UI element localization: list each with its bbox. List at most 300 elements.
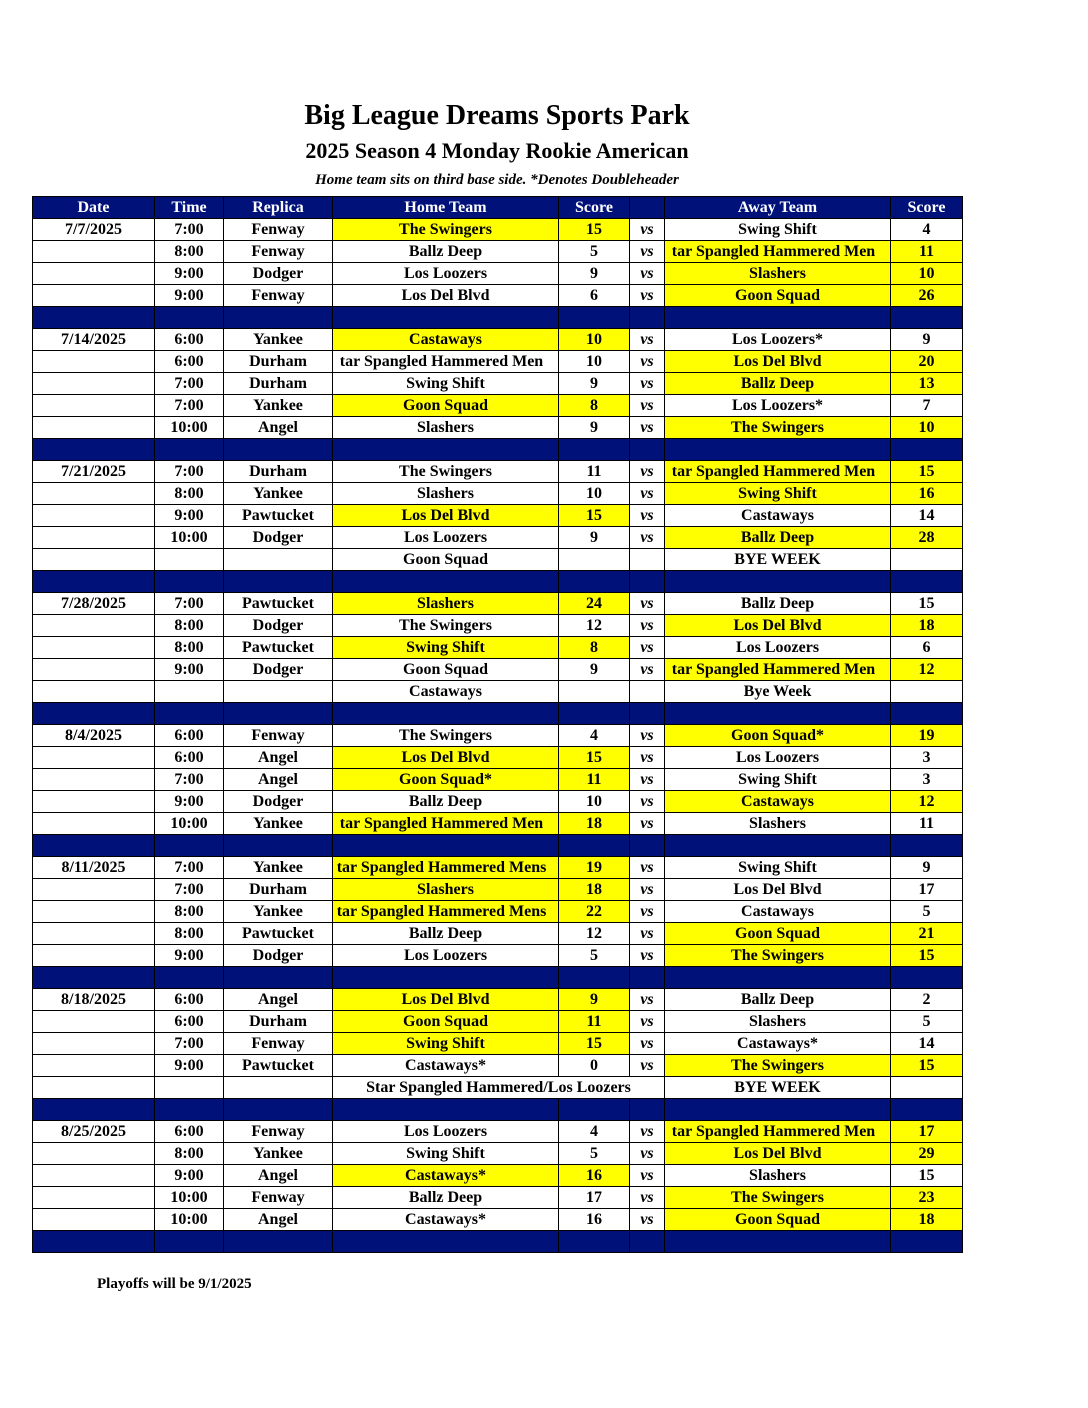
week-separator-row [33,967,963,989]
separator-cell [559,835,630,857]
game-vs: vs [630,989,665,1011]
game-away-team: Ballz Deep [665,593,891,615]
game-home-team: Los Del Blvd [333,989,559,1011]
game-away-score: 18 [891,1209,963,1231]
game-replica: Pawtucket [224,637,333,659]
game-replica [224,1077,333,1099]
game-home-score [559,549,630,571]
column-header: Home Team [333,197,559,219]
table-row [33,659,963,681]
game-time: 8:00 [155,901,224,923]
table-row [33,1033,963,1055]
page-note: Home team sits on third base side. *Denotes Doubleheader [315,172,679,188]
game-away-team: Los Loozers [665,637,891,659]
game-vs: vs [630,219,665,241]
game-date [33,1209,155,1231]
separator-cell [665,439,891,461]
game-vs: vs [630,879,665,901]
game-vs: vs [630,659,665,681]
game-time: 7:00 [155,373,224,395]
game-away-team: Ballz Deep [665,373,891,395]
playoffs-note: Playoffs will be 9/1/2025 [97,1276,252,1292]
game-away-score [891,1077,963,1099]
game-vs: vs [630,791,665,813]
game-date [33,879,155,901]
separator-cell [630,967,665,989]
table-row [33,483,963,505]
game-away-score: 29 [891,1143,963,1165]
game-time: 6:00 [155,351,224,373]
game-home-score: 12 [559,923,630,945]
table-row [33,747,963,769]
game-away-score: 5 [891,1011,963,1033]
week-separator-row [33,1231,963,1253]
game-away-score: 17 [891,1121,963,1143]
game-away-score: 15 [891,593,963,615]
game-away-team: Swing Shift [665,219,891,241]
game-vs: vs [630,923,665,945]
game-away-score: 21 [891,923,963,945]
game-away-score: 13 [891,373,963,395]
table-row [33,945,963,967]
game-time: 7:00 [155,857,224,879]
game-time: 6:00 [155,747,224,769]
game-replica: Pawtucket [224,593,333,615]
separator-cell [891,439,963,461]
game-home-score: 4 [559,725,630,747]
separator-cell [333,835,559,857]
week-separator-row [33,439,963,461]
game-away-score: 10 [891,263,963,285]
game-away-team: tar Spangled Hammered Men [665,1121,891,1143]
game-away-score: 14 [891,1033,963,1055]
game-home-score: 16 [559,1209,630,1231]
table-row [33,373,963,395]
game-vs: vs [630,1209,665,1231]
separator-cell [33,1231,155,1253]
game-date [33,527,155,549]
game-date: 8/4/2025 [33,725,155,747]
game-date [33,769,155,791]
game-date [33,901,155,923]
table-row [33,593,963,615]
game-date [33,923,155,945]
game-vs: vs [630,505,665,527]
game-vs: vs [630,263,665,285]
game-replica: Angel [224,747,333,769]
game-home-team: Los Del Blvd [333,285,559,307]
game-away-team: Goon Squad* [665,725,891,747]
game-away-team: Los Loozers* [665,329,891,351]
game-time: 9:00 [155,791,224,813]
game-away-score [891,549,963,571]
table-row [33,989,963,1011]
separator-cell [224,307,333,329]
game-time: 7:00 [155,879,224,901]
week-separator-row [33,835,963,857]
game-home-score: 18 [559,879,630,901]
game-vs: vs [630,417,665,439]
game-date: 7/28/2025 [33,593,155,615]
game-date [33,549,155,571]
game-home-team: Goon Squad* [333,769,559,791]
game-replica: Angel [224,989,333,1011]
game-vs: vs [630,241,665,263]
table-row [33,241,963,263]
game-replica: Pawtucket [224,505,333,527]
game-home-score: 11 [559,461,630,483]
game-replica: Fenway [224,219,333,241]
separator-cell [155,835,224,857]
game-replica: Fenway [224,725,333,747]
game-replica: Dodger [224,659,333,681]
game-home-team: Swing Shift [333,637,559,659]
separator-cell [630,571,665,593]
game-home-team: tar Spangled Hammered Men [333,813,559,835]
separator-cell [224,1231,333,1253]
game-time: 8:00 [155,483,224,505]
game-time: 8:00 [155,637,224,659]
game-replica: Durham [224,461,333,483]
game-away-team: Slashers [665,263,891,285]
game-vs: vs [630,351,665,373]
game-replica: Yankee [224,813,333,835]
game-replica: Dodger [224,791,333,813]
game-home-team: Ballz Deep [333,241,559,263]
game-away-team: BYE WEEK [665,549,891,571]
separator-cell [33,439,155,461]
separator-cell [155,1231,224,1253]
game-home-score: 0 [559,1055,630,1077]
game-replica [224,549,333,571]
week-separator-row [33,571,963,593]
page-title: Big League Dreams Sports Park [304,100,690,131]
game-vs: vs [630,747,665,769]
column-header: Score [891,197,963,219]
game-date [33,395,155,417]
table-row [33,1077,963,1099]
game-away-team: Los Loozers* [665,395,891,417]
game-away-score: 11 [891,241,963,263]
game-away-score: 19 [891,725,963,747]
game-home-score: 5 [559,241,630,263]
game-date: 8/18/2025 [33,989,155,1011]
game-home-score: 6 [559,285,630,307]
game-replica: Yankee [224,857,333,879]
game-away-score: 10 [891,417,963,439]
game-time: 9:00 [155,505,224,527]
separator-cell [333,703,559,725]
game-away-team: BYE WEEK [665,1077,891,1099]
game-replica: Pawtucket [224,923,333,945]
game-vs [630,681,665,703]
game-date [33,615,155,637]
table-row [33,395,963,417]
game-away-team: tar Spangled Hammered Men [665,241,891,263]
game-away-team: Castaways [665,505,891,527]
game-time: 9:00 [155,659,224,681]
game-home-score: 10 [559,483,630,505]
game-away-score: 11 [891,813,963,835]
game-replica: Dodger [224,527,333,549]
game-home-score: 12 [559,615,630,637]
game-home-score: 18 [559,813,630,835]
separator-cell [630,703,665,725]
game-away-team: Swing Shift [665,769,891,791]
game-away-score: 16 [891,483,963,505]
game-time: 7:00 [155,769,224,791]
separator-cell [224,439,333,461]
game-home-team: The Swingers [333,461,559,483]
game-date [33,747,155,769]
separator-cell [665,307,891,329]
separator-cell [665,571,891,593]
game-away-score: 6 [891,637,963,659]
game-date [33,1077,155,1099]
game-home-team: Los Del Blvd [333,505,559,527]
game-time: 8:00 [155,615,224,637]
game-time: 10:00 [155,813,224,835]
game-away-team: Ballz Deep [665,989,891,1011]
game-home-team: Slashers [333,417,559,439]
game-time: 9:00 [155,945,224,967]
game-vs: vs [630,813,665,835]
game-time: 7:00 [155,593,224,615]
game-home-score: 9 [559,527,630,549]
table-row [33,329,963,351]
separator-cell [155,307,224,329]
game-date: 8/11/2025 [33,857,155,879]
game-date: 7/7/2025 [33,219,155,241]
game-home-score: 10 [559,329,630,351]
game-away-team: Los Del Blvd [665,615,891,637]
column-header: Away Team [665,197,891,219]
table-row [33,1187,963,1209]
game-away-team: Castaways* [665,1033,891,1055]
game-vs: vs [630,1033,665,1055]
game-replica: Yankee [224,395,333,417]
game-home-score: 15 [559,1033,630,1055]
game-time: 10:00 [155,417,224,439]
column-header [630,197,665,219]
game-replica: Fenway [224,1033,333,1055]
game-home-team: tar Spangled Hammered Men [333,351,559,373]
game-away-score: 3 [891,769,963,791]
game-date [33,681,155,703]
separator-cell [559,703,630,725]
game-home-team: Castaways* [333,1055,559,1077]
game-time [155,1077,224,1099]
game-date [33,637,155,659]
game-time: 7:00 [155,219,224,241]
game-replica: Fenway [224,241,333,263]
game-away-team: tar Spangled Hammered Men [665,659,891,681]
game-vs: vs [630,329,665,351]
game-vs: vs [630,945,665,967]
game-home-team: Los Loozers [333,263,559,285]
game-away-team: Goon Squad [665,923,891,945]
game-replica: Yankee [224,1143,333,1165]
separator-cell [559,439,630,461]
game-away-team: Castaways [665,791,891,813]
game-date [33,351,155,373]
game-away-score: 15 [891,1055,963,1077]
game-replica: Yankee [224,901,333,923]
week-separator-row [33,1099,963,1121]
game-away-team: Swing Shift [665,483,891,505]
game-away-score: 9 [891,857,963,879]
game-replica: Yankee [224,329,333,351]
schedule-table [32,196,963,1253]
game-date [33,1011,155,1033]
game-vs: vs [630,1187,665,1209]
game-date [33,417,155,439]
game-time: 9:00 [155,1165,224,1187]
table-header-row [33,197,963,219]
table-row [33,219,963,241]
separator-cell [630,1099,665,1121]
game-date [33,241,155,263]
game-away-team: Los Del Blvd [665,351,891,373]
game-replica: Fenway [224,285,333,307]
game-home-team: Goon Squad [333,395,559,417]
separator-cell [155,1099,224,1121]
game-away-score: 12 [891,791,963,813]
game-away-team: tar Spangled Hammered Men [665,461,891,483]
separator-cell [33,1099,155,1121]
game-home-team: Swing Shift [333,1143,559,1165]
table-row [33,637,963,659]
game-home-team: Goon Squad [333,549,559,571]
separator-cell [630,835,665,857]
game-away-score: 15 [891,945,963,967]
game-away-score: 9 [891,329,963,351]
game-replica: Pawtucket [224,1055,333,1077]
separator-cell [665,703,891,725]
game-away-team: The Swingers [665,417,891,439]
game-away-team: Goon Squad [665,285,891,307]
separator-cell [224,1099,333,1121]
game-away-team: Ballz Deep [665,527,891,549]
separator-cell [33,307,155,329]
game-replica: Angel [224,1165,333,1187]
game-replica: Fenway [224,1121,333,1143]
game-replica: Durham [224,1011,333,1033]
game-home-score: 8 [559,637,630,659]
separator-cell [33,571,155,593]
game-away-team: The Swingers [665,945,891,967]
table-row [33,1165,963,1187]
game-home-team: Castaways [333,681,559,703]
game-home-team: Castaways* [333,1165,559,1187]
game-vs: vs [630,1055,665,1077]
game-time: 7:00 [155,1033,224,1055]
game-home-team: Castaways* [333,1209,559,1231]
game-home-team: Castaways [333,329,559,351]
game-away-team: Slashers [665,1165,891,1187]
game-away-score: 2 [891,989,963,1011]
game-vs: vs [630,483,665,505]
game-away-team: Goon Squad [665,1209,891,1231]
game-vs [630,549,665,571]
game-time: 6:00 [155,329,224,351]
table-row [33,1055,963,1077]
game-home-team: The Swingers [333,219,559,241]
game-vs: vs [630,1143,665,1165]
table-row [33,879,963,901]
column-header: Date [33,197,155,219]
game-home-team: Los Del Blvd [333,747,559,769]
game-home-team: Swing Shift [333,373,559,395]
game-away-score: 14 [891,505,963,527]
game-time: 6:00 [155,1011,224,1033]
game-time: 8:00 [155,241,224,263]
game-date [33,263,155,285]
table-row [33,549,963,571]
game-home-score: 9 [559,659,630,681]
separator-cell [665,835,891,857]
separator-cell [333,967,559,989]
game-away-score: 23 [891,1187,963,1209]
separator-cell [891,703,963,725]
game-home-team: Slashers [333,593,559,615]
separator-cell [665,1231,891,1253]
separator-cell [33,703,155,725]
table-row [33,1209,963,1231]
game-replica: Durham [224,879,333,901]
page-subtitle: 2025 Season 4 Monday Rookie American [305,138,689,163]
game-home-team: Ballz Deep [333,1187,559,1209]
separator-cell [891,1099,963,1121]
game-away-score: 5 [891,901,963,923]
game-away-team: Los Del Blvd [665,1143,891,1165]
table-row [33,901,963,923]
game-time: 7:00 [155,395,224,417]
table-row [33,1143,963,1165]
separator-cell [155,967,224,989]
game-date [33,1033,155,1055]
table-row [33,791,963,813]
game-vs: vs [630,461,665,483]
separator-cell [224,967,333,989]
column-header: Score [559,197,630,219]
column-header: Time [155,197,224,219]
game-vs: vs [630,615,665,637]
table-row [33,681,963,703]
game-date [33,483,155,505]
game-home-score: 9 [559,417,630,439]
game-time: 6:00 [155,725,224,747]
game-away-score: 15 [891,1165,963,1187]
game-time: 6:00 [155,1121,224,1143]
game-away-team: Los Loozers [665,747,891,769]
game-vs: vs [630,769,665,791]
game-away-team: Bye Week [665,681,891,703]
game-vs: vs [630,637,665,659]
game-home-score: 10 [559,351,630,373]
game-date [33,1055,155,1077]
game-vs: vs [630,395,665,417]
separator-cell [559,1231,630,1253]
separator-cell [891,307,963,329]
game-time: 9:00 [155,263,224,285]
game-replica: Fenway [224,1187,333,1209]
game-away-score: 18 [891,615,963,637]
game-home-team: The Swingers [333,615,559,637]
game-home-team: Slashers [333,483,559,505]
game-away-score: 28 [891,527,963,549]
separator-cell [33,835,155,857]
